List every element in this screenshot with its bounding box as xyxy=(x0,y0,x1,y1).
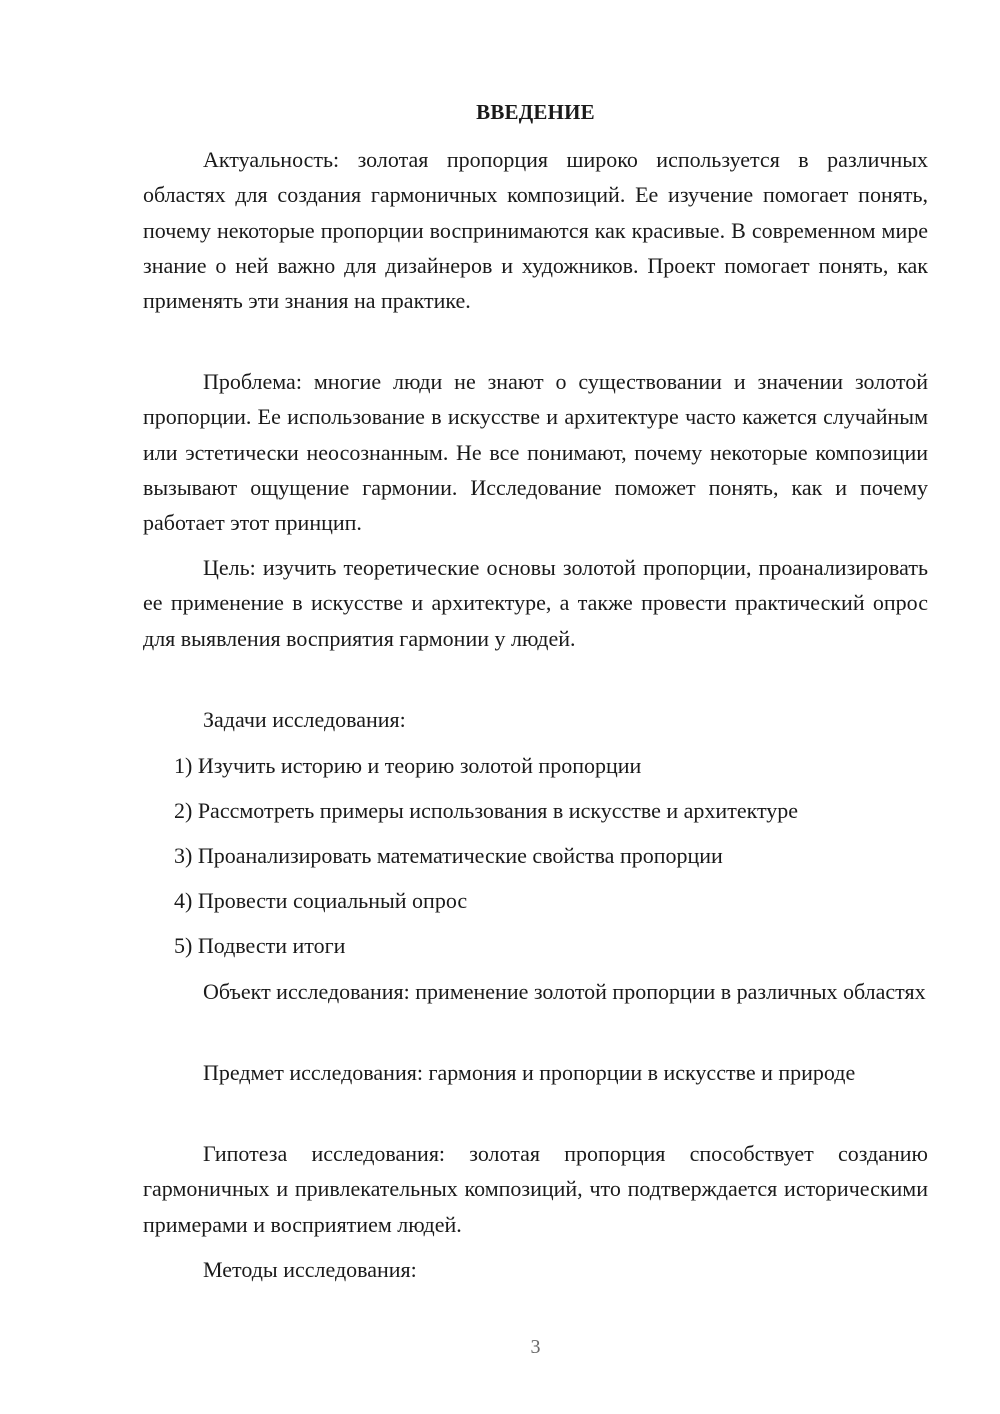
task-item-3: 3) Проанализировать математические свойства пропорции xyxy=(174,843,723,868)
task-item-4: 4) Провести социальный опрос xyxy=(174,888,468,913)
methods-heading: Методы исследования: xyxy=(203,1257,417,1282)
page-title: ВВЕДЕНИЕ xyxy=(476,100,595,124)
page-number: 3 xyxy=(530,1336,541,1358)
subject-paragraph: Предмет исследования: гармония и пропорции в искусстве и природе xyxy=(203,1060,856,1085)
task-item-1: 1) Изучить историю и теорию золотой пропорции xyxy=(174,753,642,778)
relevance-paragraph: Актуальность: золотая пропорция широко используется в различных областях для создания гармоничных композиций. Ее изучение помогает понять, почему некоторые пропорции воспринимаются как красивые. В современном мире знание о ней важно для дизайнеров и художников. Проект помогает понять, как применять эти знания на практике. xyxy=(143,147,928,314)
problem-paragraph: Проблема: многие люди не знают о существовании и значении золотой пропорции. Ее использование в искусстве и архитектуре часто кажется случайным или эстетически неосознанным. Не все понимают, почему некоторые композиции вызывают ощущение гармонии. Исследование поможет понять, как и почему работает этот принцип. xyxy=(143,369,928,536)
document-page xyxy=(143,0,928,1414)
tasks-heading: Задачи исследования: xyxy=(203,707,406,732)
task-item-5: 5) Подвести итоги xyxy=(174,933,346,958)
goal-paragraph: Цель: изучить теоретические основы золотой пропорции, проанализировать ее применение в искусстве и архитектуре, а также провести практический опрос для выявления восприятия гармонии у людей. xyxy=(143,555,928,651)
object-paragraph: Объект исследования: применение золотой пропорции в различных областях xyxy=(203,979,926,1004)
hypothesis-paragraph: Гипотеза исследования: золотая пропорция способствует созданию гармоничных и привлекательных композиций, что подтверждается историческими примерами и восприятием людей. xyxy=(143,1141,928,1237)
task-item-2: 2) Рассмотреть примеры использования в искусстве и архитектуре xyxy=(174,798,799,823)
